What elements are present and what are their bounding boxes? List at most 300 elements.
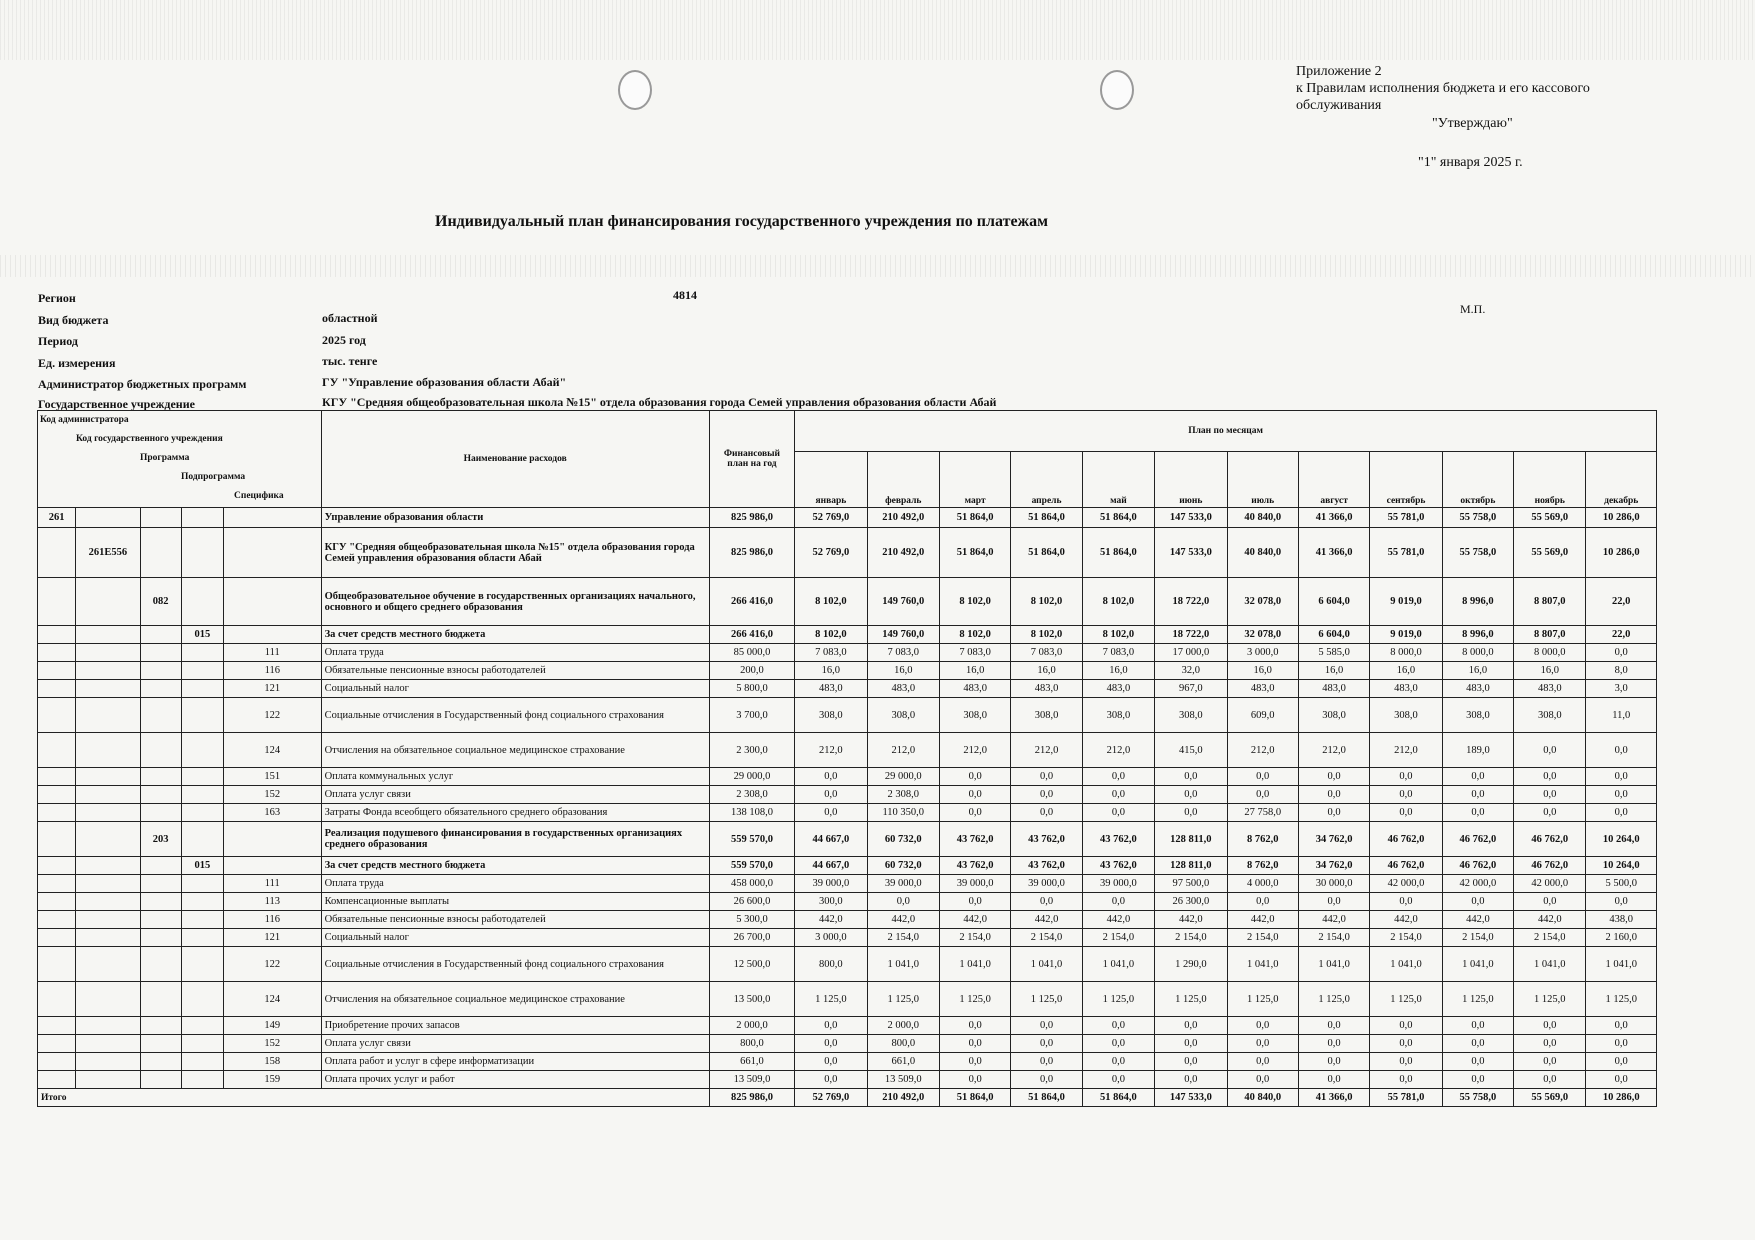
code-cell-c1: [38, 947, 76, 982]
month-cell: 0,0: [939, 768, 1010, 786]
code-cell-c2: [76, 1053, 140, 1071]
code-cell-c2: [76, 626, 140, 644]
total-month-cell: 51 864,0: [939, 1089, 1010, 1107]
period-label: Период: [38, 334, 78, 348]
expense-name-cell: Оплата труда: [321, 644, 709, 662]
expense-name-cell: Оплата труда: [321, 875, 709, 893]
month-cell: 13 509,0: [867, 1071, 939, 1089]
month-cell: 8 996,0: [1442, 626, 1513, 644]
punch-hole-left: [618, 70, 652, 110]
code-cell-c2: [76, 508, 140, 528]
code-cell-c2: [76, 911, 140, 929]
month-cell: 44 667,0: [795, 857, 867, 875]
month-cell: 0,0: [795, 804, 867, 822]
code-cell-c1: [38, 893, 76, 911]
month-cell: 8 762,0: [1227, 822, 1298, 857]
code-cell-c4: [181, 786, 223, 804]
month-cell: 43 762,0: [1082, 822, 1154, 857]
month-cell: 0,0: [939, 1035, 1010, 1053]
table-row: [38, 947, 1657, 982]
month-cell: 17 000,0: [1155, 644, 1227, 662]
expense-name-cell: Социальные отчисления в Государственный фонд социального страхования: [321, 698, 709, 733]
month-cell: 0,0: [1586, 1017, 1657, 1035]
month-cell: 60 732,0: [867, 822, 939, 857]
code-cell-c2: [76, 578, 140, 626]
month-cell: 308,0: [1442, 698, 1513, 733]
month-cell: 210 492,0: [867, 528, 939, 578]
month-cell: 1 125,0: [1298, 982, 1369, 1017]
code-cell-c5: 124: [223, 982, 321, 1017]
total-label: Итого: [38, 1089, 710, 1107]
month-cell: 0,0: [1586, 1071, 1657, 1089]
subprogram-header: Подпрограмма: [181, 472, 246, 482]
table-row: [38, 626, 1657, 644]
month-cell: 8 807,0: [1514, 626, 1586, 644]
table-row: [38, 822, 1657, 857]
month-cell: 0,0: [939, 1053, 1010, 1071]
month-cell: 22,0: [1586, 626, 1657, 644]
month-cell: 149 760,0: [867, 578, 939, 626]
month-cell: 442,0: [939, 911, 1010, 929]
month-cell: 0,0: [939, 786, 1010, 804]
code-cell-c1: [38, 786, 76, 804]
month-header-8: август: [1298, 452, 1369, 508]
total-row: [38, 1089, 1657, 1107]
code-cell-c2: [76, 822, 140, 857]
code-cell-c2: [76, 982, 140, 1017]
code-cell-c3: [140, 1017, 181, 1035]
month-cell: 32,0: [1155, 662, 1227, 680]
code-cell-c5: [223, 528, 321, 578]
code-cell-c1: [38, 1035, 76, 1053]
annual-plan-cell: 13 509,0: [709, 1071, 794, 1089]
code-cell-c3: [140, 698, 181, 733]
month-cell: 18 722,0: [1155, 626, 1227, 644]
code-cell-c1: [38, 662, 76, 680]
month-cell: 2 154,0: [1370, 929, 1442, 947]
month-cell: 483,0: [1227, 680, 1298, 698]
month-cell: 0,0: [1298, 893, 1369, 911]
code-cell-c2: [76, 857, 140, 875]
month-cell: 43 762,0: [939, 822, 1010, 857]
code-cell-c3: [140, 1035, 181, 1053]
annual-plan-cell: 661,0: [709, 1053, 794, 1071]
month-cell: 0,0: [1082, 768, 1154, 786]
month-cell: 11,0: [1586, 698, 1657, 733]
month-cell: 0,0: [1227, 768, 1298, 786]
expense-name-cell: Оплата услуг связи: [321, 1035, 709, 1053]
period-value: 2025 год: [322, 333, 366, 347]
table-row: [38, 786, 1657, 804]
approve-date: "1" января 2025 г.: [1418, 155, 1523, 170]
month-cell: 0,0: [1514, 893, 1586, 911]
month-cell: 8 102,0: [939, 578, 1010, 626]
month-cell: 16,0: [1442, 662, 1513, 680]
month-header-4: апрель: [1011, 452, 1082, 508]
stamp-place: М.П.: [1460, 302, 1486, 316]
month-cell: 0,0: [1011, 1017, 1082, 1035]
code-cell-c3: [140, 893, 181, 911]
table-row: [38, 733, 1657, 768]
month-cell: 46 762,0: [1442, 857, 1513, 875]
month-cell: 0,0: [1442, 768, 1513, 786]
code-cell-c4: [181, 733, 223, 768]
total-month-cell: 210 492,0: [867, 1089, 939, 1107]
month-cell: 0,0: [1442, 1053, 1513, 1071]
month-header-7: июль: [1227, 452, 1298, 508]
month-cell: 0,0: [1370, 786, 1442, 804]
expense-name-cell: Управление образования области: [321, 508, 709, 528]
month-cell: 5 585,0: [1298, 644, 1369, 662]
expense-name-cell: Социальные отчисления в Государственный фонд социального страхования: [321, 947, 709, 982]
month-cell: 8 000,0: [1370, 644, 1442, 662]
month-cell: 0,0: [1298, 1017, 1369, 1035]
code-cell-c4: [181, 982, 223, 1017]
code-cell-c5: [223, 578, 321, 626]
code-cell-c3: [140, 508, 181, 528]
month-cell: 0,0: [1011, 893, 1082, 911]
month-cell: 2 154,0: [1227, 929, 1298, 947]
month-cell: 442,0: [1227, 911, 1298, 929]
total-month-cell: 55 569,0: [1514, 1089, 1586, 1107]
code-cell-c2: [76, 1035, 140, 1053]
month-cell: 16,0: [1514, 662, 1586, 680]
month-cell: 212,0: [867, 733, 939, 768]
month-cell: 483,0: [1514, 680, 1586, 698]
month-cell: 483,0: [939, 680, 1010, 698]
month-cell: 97 500,0: [1155, 875, 1227, 893]
month-cell: 300,0: [795, 893, 867, 911]
appendix-line2: к Правилам исполнения бюджета и его кассового обслуживания: [1296, 81, 1590, 113]
month-cell: 442,0: [1514, 911, 1586, 929]
month-cell: 0,0: [1227, 1017, 1298, 1035]
month-cell: 55 781,0: [1370, 508, 1442, 528]
total-month-cell: 52 769,0: [795, 1089, 867, 1107]
month-cell: 7 083,0: [1082, 644, 1154, 662]
appendix-line1: Приложение 2: [1296, 64, 1382, 79]
approve-label: "Утверждаю": [1432, 116, 1513, 131]
month-cell: 212,0: [1227, 733, 1298, 768]
month-cell: 212,0: [1298, 733, 1369, 768]
expense-name-cell: Социальный налог: [321, 929, 709, 947]
code-cell-c3: [140, 733, 181, 768]
budget-value: областной: [322, 311, 378, 325]
expense-name-cell: Затраты Фонда всеобщего обязательного среднего образования: [321, 804, 709, 822]
total-month-cell: 41 366,0: [1298, 1089, 1369, 1107]
code-cell-c4: [181, 680, 223, 698]
month-cell: 0,0: [1370, 1053, 1442, 1071]
expense-name-cell: Общеобразовательное обучение в государственных организациях начального, основного и общего среднего образования: [321, 578, 709, 626]
month-cell: 2 154,0: [1298, 929, 1369, 947]
code-cell-c2: [76, 662, 140, 680]
month-cell: 52 769,0: [795, 508, 867, 528]
month-cell: 0,0: [1442, 1035, 1513, 1053]
month-cell: 0,0: [1370, 893, 1442, 911]
month-cell: 52 769,0: [795, 528, 867, 578]
month-cell: 0,0: [939, 804, 1010, 822]
month-cell: 1 125,0: [1514, 982, 1586, 1017]
expense-name-cell: Оплата услуг связи: [321, 786, 709, 804]
code-cell-c5: 121: [223, 680, 321, 698]
month-cell: 43 762,0: [1011, 857, 1082, 875]
month-cell: 0,0: [1442, 1071, 1513, 1089]
month-cell: 2 154,0: [939, 929, 1010, 947]
month-cell: 0,0: [1298, 786, 1369, 804]
month-cell: 51 864,0: [939, 528, 1010, 578]
month-cell: 0,0: [1370, 1071, 1442, 1089]
month-cell: 1 041,0: [1011, 947, 1082, 982]
month-cell: 0,0: [1514, 768, 1586, 786]
code-cell-c1: [38, 1053, 76, 1071]
total-month-cell: 55 781,0: [1370, 1089, 1442, 1107]
code-cell-c5: [223, 508, 321, 528]
month-cell: 1 041,0: [1514, 947, 1586, 982]
code-cell-c1: [38, 804, 76, 822]
annual-plan-cell: 2 300,0: [709, 733, 794, 768]
month-cell: 0,0: [1514, 786, 1586, 804]
month-cell: 442,0: [1155, 911, 1227, 929]
month-cell: 1 125,0: [1227, 982, 1298, 1017]
month-cell: 0,0: [1227, 786, 1298, 804]
total-month-cell: 40 840,0: [1227, 1089, 1298, 1107]
month-cell: 0,0: [1586, 1053, 1657, 1071]
month-cell: 415,0: [1155, 733, 1227, 768]
month-cell: 8 102,0: [795, 578, 867, 626]
code-cell-c3: 082: [140, 578, 181, 626]
month-cell: 0,0: [1011, 768, 1082, 786]
month-cell: 2 154,0: [1011, 929, 1082, 947]
month-cell: 212,0: [1370, 733, 1442, 768]
total-month-cell: 51 864,0: [1082, 1089, 1154, 1107]
annual-plan-cell: 458 000,0: [709, 875, 794, 893]
expense-name-cell: Социальный налог: [321, 680, 709, 698]
month-cell: 0,0: [1082, 893, 1154, 911]
month-cell: 0,0: [1298, 1053, 1369, 1071]
month-cell: 308,0: [1082, 698, 1154, 733]
month-cell: 2 154,0: [867, 929, 939, 947]
month-header-6: июнь: [1155, 452, 1227, 508]
month-cell: 0,0: [1370, 1035, 1442, 1053]
month-cell: 46 762,0: [1442, 822, 1513, 857]
annual-plan-cell: 266 416,0: [709, 578, 794, 626]
code-cell-c1: [38, 578, 76, 626]
month-cell: 51 864,0: [1082, 508, 1154, 528]
code-cell-c5: 149: [223, 1017, 321, 1035]
month-cell: 0,0: [1011, 786, 1082, 804]
month-cell: 7 083,0: [795, 644, 867, 662]
month-cell: 3 000,0: [795, 929, 867, 947]
month-cell: 483,0: [795, 680, 867, 698]
code-cell-c3: [140, 528, 181, 578]
month-cell: 0,0: [1514, 1053, 1586, 1071]
month-cell: 483,0: [1370, 680, 1442, 698]
expense-name-cell: Обязательные пенсионные взносы работодателей: [321, 911, 709, 929]
table-row: [38, 875, 1657, 893]
month-cell: 0,0: [1586, 733, 1657, 768]
expense-name-cell: Оплата прочих услуг и работ: [321, 1071, 709, 1089]
month-cell: 0,0: [1514, 1071, 1586, 1089]
code-cell-c5: 111: [223, 875, 321, 893]
month-cell: 1 125,0: [1011, 982, 1082, 1017]
code-cell-c5: 116: [223, 911, 321, 929]
month-cell: 22,0: [1586, 578, 1657, 626]
institution-value: КГУ "Средняя общеобразовательная школа №15" отдела образования города Семей управления образования области Абай: [322, 395, 997, 409]
month-cell: 442,0: [1011, 911, 1082, 929]
code-cell-c5: 116: [223, 662, 321, 680]
month-cell: 1 125,0: [795, 982, 867, 1017]
table-row: [38, 1053, 1657, 1071]
month-cell: 0,0: [1586, 644, 1657, 662]
month-cell: 1 290,0: [1155, 947, 1227, 982]
code-cell-c4: [181, 508, 223, 528]
code-cell-c4: [181, 1017, 223, 1035]
month-cell: 10 286,0: [1586, 528, 1657, 578]
month-cell: 41 366,0: [1298, 528, 1369, 578]
annual-plan-cell: 559 570,0: [709, 822, 794, 857]
month-cell: 0,0: [1514, 733, 1586, 768]
month-cell: 32 078,0: [1227, 578, 1298, 626]
expense-name-cell: КГУ "Средняя общеобразовательная школа №15" отдела образования города Семей управления образования области Абай: [321, 528, 709, 578]
month-cell: 26 300,0: [1155, 893, 1227, 911]
month-cell: 0,0: [1586, 768, 1657, 786]
month-cell: 0,0: [1298, 1071, 1369, 1089]
month-cell: 308,0: [1155, 698, 1227, 733]
month-cell: 483,0: [1011, 680, 1082, 698]
month-cell: 3,0: [1586, 680, 1657, 698]
month-cell: 442,0: [1370, 911, 1442, 929]
month-cell: 42 000,0: [1370, 875, 1442, 893]
annual-plan-cell: 29 000,0: [709, 768, 794, 786]
month-cell: 609,0: [1227, 698, 1298, 733]
code-cell-c5: 121: [223, 929, 321, 947]
month-cell: 0,0: [1082, 1035, 1154, 1053]
month-cell: 0,0: [1227, 1071, 1298, 1089]
code-cell-c4: [181, 804, 223, 822]
code-cell-c2: [76, 893, 140, 911]
month-cell: 0,0: [795, 1071, 867, 1089]
month-cell: 51 864,0: [1011, 528, 1082, 578]
month-cell: 32 078,0: [1227, 626, 1298, 644]
table-row: [38, 1071, 1657, 1089]
table-row: [38, 578, 1657, 626]
month-cell: 1 125,0: [1442, 982, 1513, 1017]
month-cell: 800,0: [867, 1035, 939, 1053]
month-cell: 10 264,0: [1586, 822, 1657, 857]
annual-plan-cell: 85 000,0: [709, 644, 794, 662]
code-cell-c5: 124: [223, 733, 321, 768]
month-cell: 442,0: [1442, 911, 1513, 929]
code-cell-c5: [223, 857, 321, 875]
annual-plan-cell: 800,0: [709, 1035, 794, 1053]
month-cell: 55 569,0: [1514, 528, 1586, 578]
month-cell: 39 000,0: [867, 875, 939, 893]
month-cell: 0,0: [1370, 768, 1442, 786]
month-cell: 1 041,0: [1298, 947, 1369, 982]
code-cell-c1: [38, 822, 76, 857]
table-row: [38, 804, 1657, 822]
month-cell: 483,0: [867, 680, 939, 698]
code-cell-c1: [38, 733, 76, 768]
month-cell: 212,0: [795, 733, 867, 768]
annual-plan-cell: 26 700,0: [709, 929, 794, 947]
month-cell: 0,0: [1586, 786, 1657, 804]
month-header-1: январь: [795, 452, 867, 508]
code-cell-c5: 158: [223, 1053, 321, 1071]
month-cell: 16,0: [939, 662, 1010, 680]
month-cell: 0,0: [1442, 804, 1513, 822]
month-cell: 0,0: [795, 1035, 867, 1053]
code-cell-c5: 122: [223, 698, 321, 733]
monthly-plan-header: План по месяцам: [795, 411, 1657, 452]
month-cell: 3 000,0: [1227, 644, 1298, 662]
month-cell: 46 762,0: [1370, 857, 1442, 875]
month-cell: 55 758,0: [1442, 508, 1513, 528]
month-cell: 16,0: [1011, 662, 1082, 680]
month-cell: 8,0: [1586, 662, 1657, 680]
month-cell: 46 762,0: [1514, 857, 1586, 875]
month-cell: 2 154,0: [1514, 929, 1586, 947]
month-cell: 42 000,0: [1442, 875, 1513, 893]
code-cell-c3: [140, 680, 181, 698]
code-cell-c2: [76, 875, 140, 893]
month-cell: 147 533,0: [1155, 508, 1227, 528]
month-cell: 39 000,0: [1011, 875, 1082, 893]
month-cell: 0,0: [1514, 1035, 1586, 1053]
code-cell-c1: [38, 698, 76, 733]
code-cell-c4: [181, 698, 223, 733]
expense-name-cell: За счет средств местного бюджета: [321, 857, 709, 875]
annual-plan-header: Финансовый план на год: [709, 411, 794, 508]
month-cell: 1 125,0: [1586, 982, 1657, 1017]
month-cell: 8 102,0: [795, 626, 867, 644]
month-cell: 0,0: [1370, 804, 1442, 822]
expense-name-cell: Отчисления на обязательное социальное медицинское страхование: [321, 733, 709, 768]
month-cell: 43 762,0: [1011, 822, 1082, 857]
month-cell: 0,0: [1155, 1053, 1227, 1071]
month-cell: 110 350,0: [867, 804, 939, 822]
month-cell: 0,0: [1155, 786, 1227, 804]
month-cell: 0,0: [795, 786, 867, 804]
month-cell: 2 154,0: [1155, 929, 1227, 947]
month-cell: 34 762,0: [1298, 822, 1369, 857]
month-cell: 9 019,0: [1370, 626, 1442, 644]
code-cell-c5: [223, 626, 321, 644]
month-cell: 30 000,0: [1298, 875, 1369, 893]
month-cell: 8 102,0: [1011, 578, 1082, 626]
specific-header: Специфика: [234, 491, 284, 501]
code-cell-c5: 111: [223, 644, 321, 662]
total-annual-cell: 825 986,0: [709, 1089, 794, 1107]
month-cell: 0,0: [1155, 1071, 1227, 1089]
budget-label: Вид бюджета: [38, 313, 109, 327]
month-cell: 1 041,0: [1442, 947, 1513, 982]
table-row: [38, 508, 1657, 528]
table-row: [38, 644, 1657, 662]
annual-plan-cell: 5 800,0: [709, 680, 794, 698]
table-row: [38, 698, 1657, 733]
code-cell-c2: [76, 1071, 140, 1089]
month-cell: 7 083,0: [939, 644, 1010, 662]
annual-plan-cell: 13 500,0: [709, 982, 794, 1017]
code-cell-c2: [76, 1017, 140, 1035]
month-cell: 483,0: [1442, 680, 1513, 698]
month-cell: 16,0: [1082, 662, 1154, 680]
code-cell-c4: [181, 1035, 223, 1053]
month-cell: 0,0: [1227, 893, 1298, 911]
code-cell-c5: 113: [223, 893, 321, 911]
month-cell: 39 000,0: [939, 875, 1010, 893]
program-header: Программа: [140, 453, 190, 463]
